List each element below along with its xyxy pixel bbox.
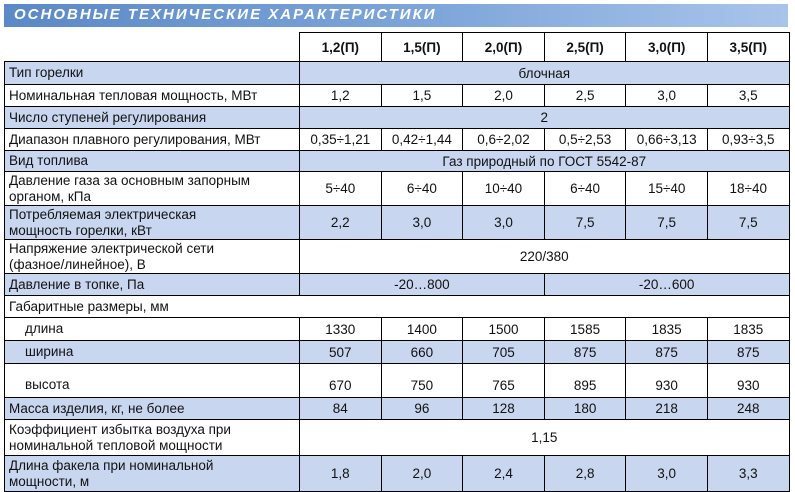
cell-value: 3,0 — [626, 456, 708, 492]
cell-value: 6÷40 — [544, 172, 626, 206]
row-label-line: Коэффициент избытка воздуха при — [9, 421, 231, 437]
cell-value: 670 — [300, 364, 382, 398]
cell-value: 2 — [300, 107, 790, 129]
cell-value: Газ природный по ГОСТ 5542-87 — [300, 151, 790, 172]
cell-value: 248 — [707, 398, 789, 420]
column-header: 3,5(П) — [707, 33, 789, 62]
row-label-line: Давление газа за основным запорным — [9, 172, 251, 188]
cell-value: 2,2 — [300, 206, 382, 240]
cell-value: 875 — [544, 341, 626, 364]
cell-value: 1835 — [707, 318, 789, 341]
cell-value: блочная — [300, 62, 790, 85]
table-row — [5, 456, 790, 492]
cell-value: 895 — [544, 364, 626, 398]
row-label-line: мощности, м — [9, 473, 90, 489]
cell-value: 1,8 — [300, 456, 382, 492]
cell-value: 180 — [544, 398, 626, 420]
cell-value: -20…600 — [544, 274, 789, 296]
row-label: Число ступеней регулирования — [5, 107, 300, 129]
cell-value: 96 — [381, 398, 463, 420]
row-label — [5, 456, 300, 492]
row-label-line: органом, кПа — [9, 188, 92, 204]
cell-value: 220/380 — [300, 240, 790, 274]
cell-value: 765 — [463, 364, 545, 398]
cell-value: 750 — [381, 364, 463, 398]
cell-value: -20…800 — [300, 274, 545, 296]
column-header: 2,0(П) — [463, 33, 545, 62]
cell-value: 875 — [707, 341, 789, 364]
cell-value: 1500 — [463, 318, 545, 341]
cell-value: 0,42÷1,44 — [381, 129, 463, 151]
cell-value: 84 — [300, 398, 382, 420]
table-row — [5, 129, 790, 151]
row-label: высота — [5, 364, 300, 398]
table-row — [5, 398, 790, 420]
cell-value: 3,5 — [707, 85, 789, 107]
row-label: Вид топлива — [5, 151, 300, 172]
specs-table — [4, 32, 790, 492]
cell-value: 18÷40 — [707, 172, 789, 206]
cell-value: 0,35÷1,21 — [300, 129, 382, 151]
table-row — [5, 296, 790, 318]
row-label-line: Потребляемая электрическая — [9, 206, 197, 222]
cell-value: 875 — [626, 341, 708, 364]
column-header: 3,0(П) — [626, 33, 708, 62]
row-label-line: номинальной тепловой мощности — [9, 437, 223, 453]
cell-value: 218 — [626, 398, 708, 420]
cell-value: 930 — [707, 364, 789, 398]
row-label — [5, 172, 300, 206]
row-label-line: мощность горелки, кВт — [9, 222, 152, 238]
cell-value: 3,0 — [463, 206, 545, 240]
row-label: Диапазон плавного регулирования, МВт — [5, 129, 300, 151]
cell-value: 10÷40 — [463, 172, 545, 206]
table-row — [5, 62, 790, 85]
cell-value: 2,0 — [381, 456, 463, 492]
cell-value: 1835 — [626, 318, 708, 341]
cell-value: 1400 — [381, 318, 463, 341]
cell-value: 1330 — [300, 318, 382, 341]
table-row — [5, 318, 790, 341]
cell-value: 7,5 — [707, 206, 789, 240]
cell-value: 128 — [463, 398, 545, 420]
row-label — [5, 206, 300, 240]
column-header: 1,5(П) — [381, 33, 463, 62]
table-row — [5, 172, 790, 206]
cell-value: 3,0 — [381, 206, 463, 240]
cell-value: 15÷40 — [626, 172, 708, 206]
row-label: ширина — [5, 341, 300, 364]
cell-value: 0,6÷2,02 — [463, 129, 545, 151]
row-label: Номинальная тепловая мощность, МВт — [5, 85, 300, 107]
row-label: длина — [5, 318, 300, 341]
cell-value: 2,8 — [544, 456, 626, 492]
column-header: 1,2(П) — [300, 33, 382, 62]
cell-value: 5÷40 — [300, 172, 382, 206]
column-header: 2,5(П) — [544, 33, 626, 62]
cell-value: 2,0 — [463, 85, 545, 107]
cell-value: 2,4 — [463, 456, 545, 492]
table-row — [5, 364, 790, 398]
table-row — [5, 274, 790, 296]
cell-value: 3,0 — [626, 85, 708, 107]
cell-value: 507 — [300, 341, 382, 364]
cell-value: 1,2 — [300, 85, 382, 107]
section-label: Габаритные размеры, мм — [5, 296, 790, 318]
page-title: ОСНОВНЫЕ ТЕХНИЧЕСКИЕ ХАРАКТЕРИСТИКИ — [14, 6, 437, 23]
cell-value: 0,93÷3,5 — [707, 129, 789, 151]
cell-value: 930 — [626, 364, 708, 398]
table-row — [5, 151, 790, 172]
table-row — [5, 206, 790, 240]
title-banner — [4, 4, 788, 27]
row-label-line: (фазное/линейное), В — [9, 256, 146, 272]
row-label: Давление в топке, Па — [5, 274, 300, 296]
header-row — [5, 33, 790, 62]
cell-value: 1,15 — [300, 420, 790, 456]
cell-value: 660 — [381, 341, 463, 364]
row-label-line: Напряжение электрической сети — [9, 240, 214, 256]
cell-value: 6÷40 — [381, 172, 463, 206]
table-row — [5, 107, 790, 129]
row-label: Тип горелки — [5, 62, 300, 85]
table-row — [5, 240, 790, 274]
cell-value: 7,5 — [544, 206, 626, 240]
row-label: Масса изделия, кг, не более — [5, 398, 300, 420]
header-corner — [5, 33, 300, 62]
row-label — [5, 420, 300, 456]
cell-value: 3,3 — [707, 456, 789, 492]
cell-value: 0,5÷2,53 — [544, 129, 626, 151]
row-label — [5, 240, 300, 274]
cell-value: 705 — [463, 341, 545, 364]
cell-value: 0,66÷3,13 — [626, 129, 708, 151]
row-label-line: Длина факела при номинальной — [9, 457, 214, 473]
table-row — [5, 341, 790, 364]
cell-value: 7,5 — [626, 206, 708, 240]
table-row — [5, 420, 790, 456]
table-row — [5, 85, 790, 107]
cell-value: 1,5 — [381, 85, 463, 107]
cell-value: 2,5 — [544, 85, 626, 107]
cell-value: 1585 — [544, 318, 626, 341]
